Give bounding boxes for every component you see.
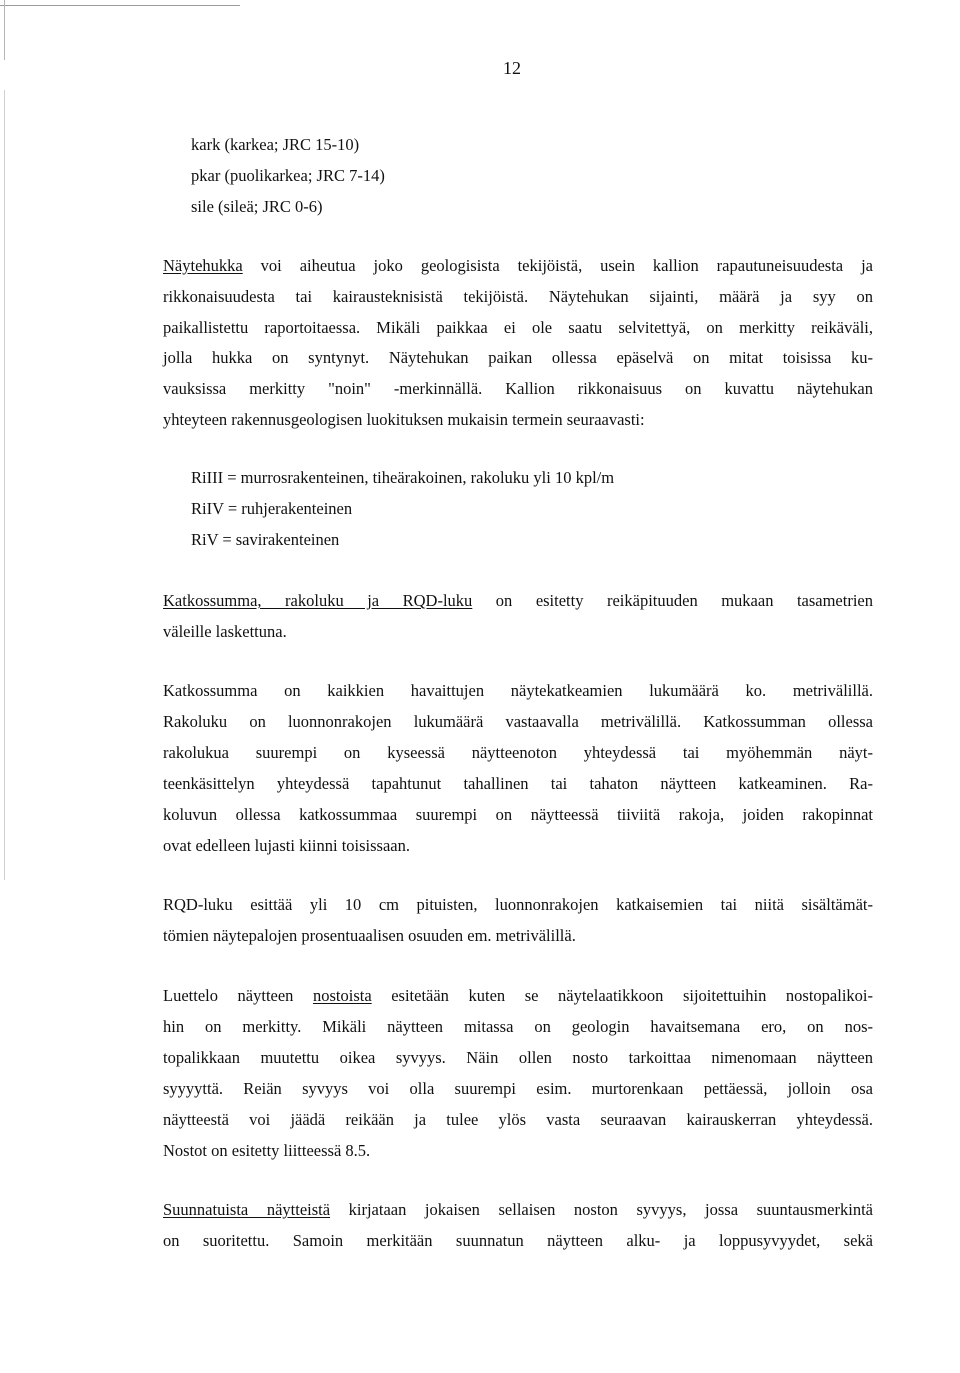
term-nostoista: nostoista — [312, 986, 372, 1005]
list-item: kark (karkea; JRC 15-10) — [191, 135, 360, 154]
class-item: RiV = savirakenteinen — [191, 530, 340, 549]
list-item: sile (sileä; JRC 0-6) — [191, 197, 323, 216]
paragraph-line: Nostot on esitetty liitteessä 8.5. — [163, 1141, 371, 1160]
paragraph-line: hin on merkitty. Mikäli näytteen mitassa on geologin havaitsemana ero, on nos- — [163, 1017, 873, 1036]
scan-edge-top — [0, 5, 240, 6]
paragraph-line: on suoritettu. Samoin merkitään suunnatun näytteen alku- ja loppusyvyydet, sekä — [163, 1231, 873, 1250]
paragraph-line: Rakoluku on luonnonrakojen lukumäärä vastaavalla metrivälillä. Katkossumman ollessa — [163, 712, 873, 731]
paragraph-line: Katkossumma on kaikkien havaittujen näytekatkeamien lukumäärä ko. metrivälillä. — [163, 681, 873, 700]
paragraph-line: paikallistettu raportoitaessa. Mikäli paikkaa ei ole saatu selvitettyä, on merkitty reikäväli, — [163, 318, 873, 337]
paragraph-line: topalikkaan muutettu oikea syvyys. Näin ollen nosto tarkoittaa nimenomaan näytteen — [163, 1048, 873, 1067]
scan-edge-left-lower — [4, 90, 5, 880]
paragraph-line: syyyyttä. Reiän syvyys voi olla suurempi esim. murtorenkaan pettäessä, jolloin osa — [163, 1079, 873, 1098]
paragraph-line: RQD-luku esittää yli 10 cm pituisten, luonnonrakojen katkaisemien tai niitä sisältämät- — [163, 895, 873, 914]
paragraph-line: Luettelo näytteen nostoista esitetään kuten se näytelaatikkoon sijoitettuihin nostopalikoi- — [163, 986, 873, 1005]
paragraph-line: vauksissa merkitty "noin" -merkinnällä. Kallion rikkonaisuus on kuvattu näytehukan — [163, 379, 873, 398]
paragraph-line: rakolukua suurempi on kyseessä näytteenoton yhteydessä tai myöhemmän näyt- — [163, 743, 873, 762]
paragraph-line: Suunnatuista näytteistä kirjataan jokaisen sellaisen noston syvyys, jossa suuntausmerkintä — [163, 1200, 873, 1219]
paragraph-line: yhteyteen rakennusgeologisen luokituksen mukaisin termein seuraavasti: — [163, 410, 645, 429]
paragraph-line: koluvun ollessa katkossummaa suurempi on näytteessä tiiviitä rakoja, joiden rakopinnat — [163, 805, 873, 824]
paragraph-line: ovat edelleen lujasti kiinni toisissaan. — [163, 836, 410, 855]
paragraph-line: tömien näytepalojen prosentuaalisen osuuden em. metrivälillä. — [163, 926, 576, 945]
paragraph-line: jolla hukka on syntynyt. Näytehukan paikan ollessa epäselvä on mitat toisissa ku- — [163, 348, 873, 367]
paragraph-line: näytteestä voi jäädä reikään ja tulee ylös vasta seuraavan kairauskerran yhteydessä. — [163, 1110, 873, 1129]
list-item: pkar (puolikarkea; JRC 7-14) — [191, 166, 385, 185]
class-item: RiIV = ruhjerakenteinen — [191, 499, 353, 518]
class-item: RiIII = murrosrakenteinen, tiheärakoinen, rakoluku yli 10 kpl/m — [191, 468, 615, 487]
paragraph-line: väleille laskettuna. — [163, 622, 287, 641]
paragraph-line: teenkäsittelyn yhteydessä tapahtunut tahallinen tai tahaton näytteen katkeaminen. Ra- — [163, 774, 873, 793]
page-number: 12 — [503, 58, 521, 78]
scan-edge-left — [4, 0, 5, 60]
paragraph-line: Näytehukka voi aiheutua joko geologisista tekijöistä, usein kallion rapautuneisuudesta ja — [163, 256, 873, 275]
term-katkossumma: Katkossumma, rakoluku ja RQD-luku — [163, 591, 473, 610]
paragraph-line: rikkonaisuudesta tai kairausteknisistä tekijöistä. Näytehukan sijainti, määrä ja syy on — [163, 287, 873, 306]
paragraph-line: Katkossumma, rakoluku ja RQD-luku on esitetty reikäpituuden mukaan tasametrien — [163, 591, 873, 610]
term-naytehukka: Näytehukka — [163, 256, 243, 275]
term-suunnatuista: Suunnatuista näytteistä — [163, 1200, 331, 1219]
